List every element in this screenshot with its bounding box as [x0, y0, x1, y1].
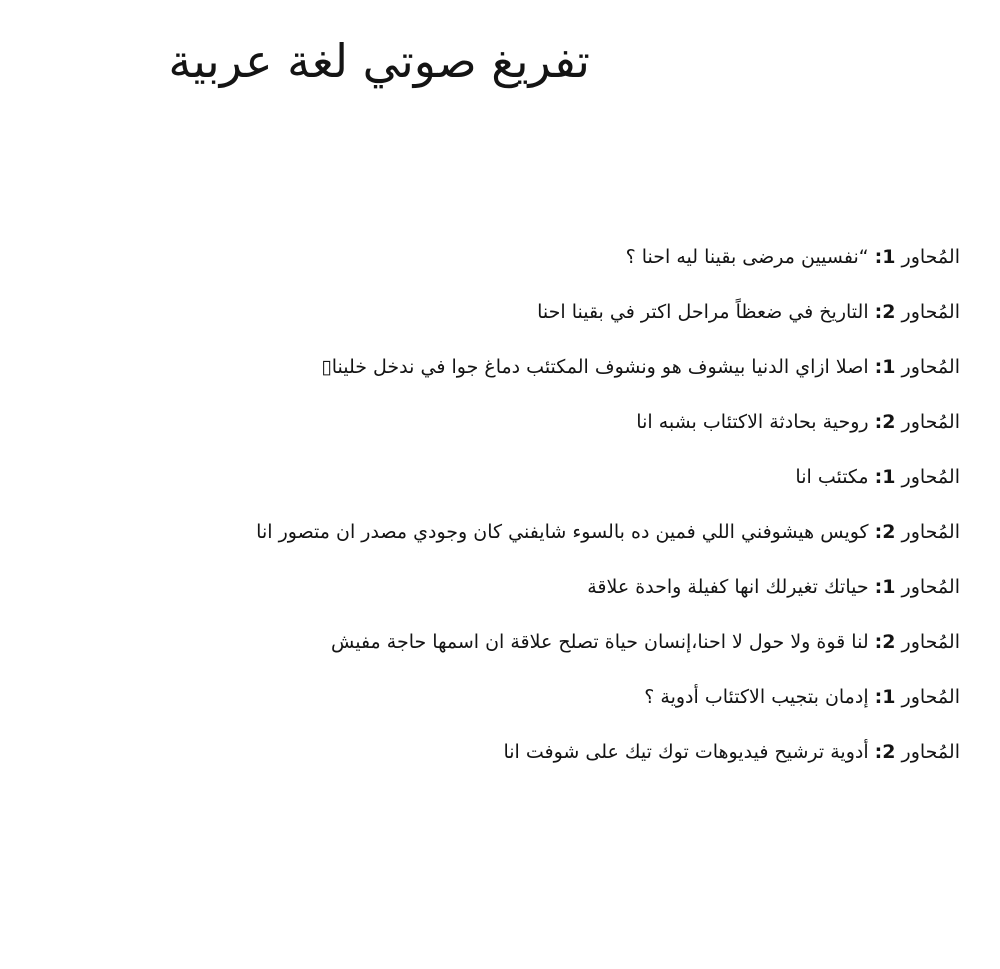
word: علاقة [510, 631, 553, 653]
word: انا [795, 466, 812, 488]
word: مكتئب [817, 466, 869, 488]
word: حياة [604, 631, 638, 653]
word: واحدة [635, 576, 682, 598]
word: التاريخ [819, 301, 869, 323]
word: نفسيين [800, 246, 859, 268]
word: ده [630, 521, 650, 543]
word: ازاي [795, 356, 830, 378]
word: المُحاور [901, 741, 960, 763]
word: المكتئب [526, 356, 589, 378]
word: احنا [537, 301, 566, 323]
word: المُحاور [901, 411, 960, 433]
word: مرضى [742, 246, 795, 268]
word: مصدر [361, 521, 408, 543]
word: خلينا [331, 356, 367, 378]
word: حاجة [386, 631, 427, 653]
word: شوفت [525, 741, 580, 763]
speaker-number: :2 [874, 631, 896, 653]
word: انا [503, 741, 520, 763]
word: حول [748, 631, 785, 653]
transcript-line [60, 560, 960, 615]
word: فمين [655, 521, 696, 543]
word: لا [732, 631, 743, 653]
word: حياتك [824, 576, 869, 598]
transcript-line [60, 505, 960, 560]
word: المُحاور [901, 631, 960, 653]
word: ترشيح [774, 741, 825, 763]
transcript-line [60, 285, 960, 340]
word: أدوية [830, 741, 869, 763]
word: لنا [851, 631, 869, 653]
word: احنا [641, 246, 671, 268]
word: الدنيا [751, 356, 790, 378]
word: بتجيب [771, 686, 819, 708]
word: قوة [816, 631, 846, 653]
word: انها [734, 576, 760, 598]
word: ليه [676, 246, 699, 268]
word: كويس [820, 521, 869, 543]
word: في [788, 301, 814, 323]
word: ولا [790, 631, 811, 653]
word: اكتر [640, 301, 672, 323]
word: متصور [278, 521, 330, 543]
word: المُحاور [901, 301, 960, 323]
word: مفيش [330, 631, 381, 653]
word: ؟ [644, 686, 655, 708]
word: في [420, 356, 446, 378]
transcript-line [60, 340, 960, 395]
word: إنسان [644, 631, 692, 653]
word: الاكتئاب [702, 411, 764, 433]
word: وجودي [413, 521, 468, 543]
transcript-line [60, 395, 960, 450]
word: تصلح [558, 631, 599, 653]
speaker-number: :2 [874, 301, 896, 323]
word: بقينا [704, 246, 737, 268]
word: المُحاور [901, 686, 960, 708]
transcript-line [60, 450, 960, 505]
page-title: تفريغ صوتي لغة عربية [168, 34, 590, 88]
speaker-number: :2 [874, 741, 896, 763]
transcript-line [60, 230, 960, 285]
word: في [609, 301, 635, 323]
word: اصلا [835, 356, 869, 378]
word: بشبه [658, 411, 697, 433]
speaker-number: :1 [874, 686, 896, 708]
transcript-line [60, 725, 960, 780]
word: اسمها [432, 631, 480, 653]
word: توك [658, 741, 689, 763]
transcript-line [60, 615, 960, 670]
word: “ [858, 246, 869, 268]
word: بيشوف [687, 356, 746, 378]
word: بالسوء [572, 521, 625, 543]
word: ان [336, 521, 356, 543]
word: تغيرلك [765, 576, 818, 598]
word: كان [473, 521, 503, 543]
word: علاقة [587, 576, 630, 598]
word: أدوية [660, 686, 699, 708]
transcript-line [60, 670, 960, 725]
speaker-number: :2 [874, 521, 896, 543]
speaker-number: :1 [874, 246, 896, 268]
word: ؟ [625, 246, 636, 268]
word: بحادثة [769, 411, 817, 433]
word: المُحاور [901, 356, 960, 378]
word: المُحاور [901, 576, 960, 598]
word: إدمان [824, 686, 869, 708]
word: الاكتئاب [704, 686, 766, 708]
word: على [585, 741, 619, 763]
speaker-number: :2 [874, 411, 896, 433]
word: ، [691, 631, 698, 653]
word: ونشوف [594, 356, 656, 378]
word: اللي [701, 521, 735, 543]
word: تيك [624, 741, 652, 763]
word: بقينا [571, 301, 604, 323]
missing-glyph-box: ▯ [321, 356, 332, 378]
word: انا [256, 521, 273, 543]
word: روحية [822, 411, 869, 433]
word: ضعظاً [735, 301, 783, 323]
word: ان [485, 631, 505, 653]
speaker-number: :1 [874, 356, 896, 378]
word: مراحل [677, 301, 730, 323]
word: شايفني [508, 521, 567, 543]
word: المُحاور [901, 246, 960, 268]
word: دماغ [484, 356, 521, 378]
speaker-number: :1 [874, 466, 896, 488]
speaker-number: :1 [874, 576, 896, 598]
word: المُحاور [901, 521, 960, 543]
word: انا [636, 411, 653, 433]
word: احنا [697, 631, 726, 653]
word: فيديوهات [694, 741, 769, 763]
word: كفيلة [687, 576, 729, 598]
word: هو [661, 356, 682, 378]
transcript-block [60, 230, 960, 780]
word: المُحاور [901, 466, 960, 488]
word: جوا [451, 356, 479, 378]
word: هيشوفني [741, 521, 815, 543]
word: ندخل [373, 356, 415, 378]
